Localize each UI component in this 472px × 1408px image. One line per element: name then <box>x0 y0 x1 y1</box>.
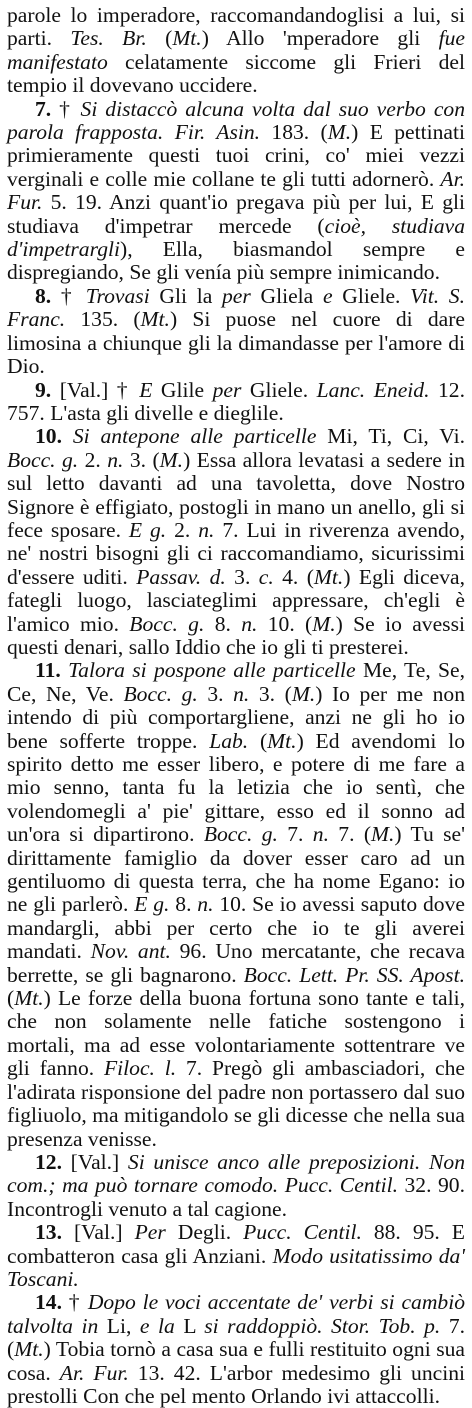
italic-text: Talora si pospone alle particelle <box>68 658 356 683</box>
italic-text: n. <box>198 517 215 542</box>
text-segment: [Val.] <box>62 1149 128 1174</box>
text-segment: ) Si puose nel cuore di dare limosina a chiunque gli la dimandasse per l'amore di Dio. <box>7 307 465 379</box>
text-segment: 2. <box>166 517 199 542</box>
entry-paragraph <box>7 379 465 426</box>
italic-text: Nov. ant. <box>90 939 171 964</box>
text-segment: 10. Se io avessi saputo dove mandargli, abbi per certo che io te gli averei mandati. <box>7 892 465 964</box>
italic-text: n. <box>233 681 250 706</box>
italic-text: E <box>139 377 153 402</box>
italic-text: e <box>322 283 333 308</box>
italic-text: per <box>212 377 242 402</box>
text-segment: ) E pettinati primieramente questi tuoi crini, co' miei vezzi verginali e colle mie collane te gli tutti adornerò. <box>7 120 465 191</box>
text-segment: 7. Pregò gli ambasciadori, che l'adirata risponsione del padre non portassero dal suo figliuolo, ma mitigandolo se gli dicesse che nella sua presenza venisse. <box>7 1056 465 1151</box>
text-segment: 2. <box>78 447 108 472</box>
italic-text: Per <box>134 1220 166 1245</box>
text-segment: 88. 95. E combatteron casa gli Anziani. <box>7 1220 465 1268</box>
text-segment: ) Allo 'mperadore gli <box>201 26 439 51</box>
italic-text: Bocc. g. <box>129 611 205 636</box>
italic-text: M. <box>327 120 352 145</box>
paragraph-number: 7. <box>35 96 52 121</box>
entry-paragraph <box>7 1221 465 1291</box>
text-segment: Gliele. <box>332 283 411 308</box>
italic-text: Dopo le voci accentate de' verbi si cambiò talvolta in <box>7 1290 466 1338</box>
italic-text: M. <box>291 681 316 706</box>
italic-text: Vit. S. Franc. <box>7 283 466 332</box>
text-segment: Me, Te, Se, Ce, Ne, Ve. <box>7 658 466 706</box>
italic-text: n. <box>241 611 258 636</box>
paragraph-number: 12. <box>35 1149 62 1174</box>
italic-text: Trovasi <box>85 283 150 308</box>
text-segment: 10. ( <box>257 611 313 636</box>
italic-text: Mt. <box>140 307 170 332</box>
entry-paragraph <box>7 425 465 659</box>
text-segment: Gliela <box>250 283 323 308</box>
text-segment: 3. ( <box>249 681 292 706</box>
text-segment: 7. <box>277 822 313 847</box>
text-segment: 3. <box>225 564 259 589</box>
text-segment: L <box>174 1313 205 1338</box>
italic-text: Modo usitatissimo da' Toscani. <box>7 1243 465 1291</box>
italic-text: e la <box>139 1313 175 1338</box>
paragraph-number: 13. <box>35 1220 62 1245</box>
paragraph-number: 9. <box>35 377 52 402</box>
entry-paragraph <box>7 285 465 379</box>
text-segment: ( <box>248 728 268 753</box>
italic-text: Bocc. g. <box>203 822 278 847</box>
italic-text: Si antepone alle particelle <box>72 424 317 449</box>
text-segment: 32. 90. Incontrogli venuto a tal cagione. <box>7 1173 465 1221</box>
text-segment: 7. ( <box>7 1313 466 1362</box>
text-segment: [Val.] † <box>51 377 140 402</box>
italic-text: Mt. <box>14 986 44 1011</box>
italic-text: per <box>222 283 251 308</box>
text-segment: † <box>51 96 81 121</box>
text-segment: ), Ella, biasmandol sempre e dispregiando, Se gli venía più sempre inimicando. <box>7 237 465 285</box>
text-segment: ) Tu se' dirittamente famiglio da dover esser caro ad un gentiluomo di questa terra, che ha nome Egano: io ne gli parlerò. <box>7 822 465 917</box>
text-segment: 4. ( <box>273 564 314 589</box>
text-segment: † <box>62 1290 88 1315</box>
entry-paragraph <box>7 98 465 285</box>
text-segment: † <box>51 283 86 308</box>
entry-paragraph <box>7 1291 465 1408</box>
text-segment: ) Egli diceva, fategli luogo, lasciateglimi appressare, ch'egli è l'amico mio. <box>7 564 466 636</box>
text-segment: Degli. <box>165 1220 244 1245</box>
text-segment: Li, <box>98 1313 140 1338</box>
italic-text: Filoc. l. <box>103 1056 177 1081</box>
text-segment: ) Tobia tornò a casa sua e fulli restituito ogni sua cosa. <box>7 1337 465 1385</box>
italic-text: Ar. Fur. <box>59 1360 129 1385</box>
italic-text: Si unisce anco alle preposizioni. Non com.; ma può tornare comodo. Pucc. Centil. <box>7 1149 465 1198</box>
italic-text: Lanc. Eneid. <box>316 377 430 402</box>
text-segment: 7. ( <box>328 822 372 847</box>
italic-text: c. <box>258 564 274 589</box>
text-segment: 96. Uno mercatante, che recava berrette, se gli bagnarono. <box>7 939 465 987</box>
italic-text: E g. <box>128 517 167 542</box>
italic-text: Bocc. g. <box>123 681 198 706</box>
italic-text: Pucc. Centil. <box>243 1220 362 1245</box>
text-segment: celatamente siccome gli Frieri del tempio il dovevano uccidere. <box>7 49 465 98</box>
italic-text: si raddoppiò. Stor. Tob. p. <box>204 1313 441 1338</box>
paragraph-number: 8. <box>35 283 52 308</box>
italic-text: M. <box>371 822 395 847</box>
text-segment: ) Le forze della buona fortuna sono tante e tali, che non solamente nelle fatiche sostengono i mortali, ma ad esse volontariamente sottentrare ve gli fanno. <box>7 986 465 1081</box>
italic-text: Passav. d. <box>136 564 226 589</box>
text-segment <box>62 424 73 448</box>
italic-text: Mt. <box>267 728 297 753</box>
text-segment: [Val.] <box>62 1220 135 1245</box>
italic-text: fue manifestato <box>7 26 465 74</box>
italic-text: n. <box>107 447 124 472</box>
text-segment: Gliele. <box>241 377 317 402</box>
text-segment: 3. <box>197 681 234 706</box>
text-segment: 8. <box>169 892 198 917</box>
italic-text: Mt. <box>313 564 344 589</box>
text-segment: 183. ( <box>260 120 328 145</box>
italic-text: Lab. <box>209 728 249 753</box>
paragraph-number: 10. <box>35 424 62 449</box>
text-segment: ) Essa allora levatasi a sedere in sul letto davanti ad una tavoletta, dove Nostro Signore è effigiato, postogli in mano un anello, gli si fece sposare. <box>7 447 466 542</box>
entry-paragraph <box>7 4 465 98</box>
italic-text: Si distaccò alcuna volta dal suo verbo con parola frapposta. Fir. Asin. <box>7 96 465 145</box>
text-segment: 3. ( <box>123 447 160 472</box>
text-segment: ) Io per me non intendo di più comportargliene, anzi ne gli ho io bene sofferte troppe. <box>7 681 465 753</box>
text-segment: 7. Lui in riverenza avendo, ne' nostri bisogni gli ci raccomandiamo, sicurissimi d'essere uditi. <box>7 517 465 589</box>
italic-text: Mt. <box>172 26 202 51</box>
italic-text: Tes. Br. <box>70 26 147 51</box>
italic-text: n. <box>312 822 329 847</box>
text-segment: ) Se io avessi questi denari, sallo Iddio che io gli ti presterei. <box>7 611 465 659</box>
italic-text: cioè, studiava d'impetrargli <box>7 213 465 262</box>
text-segment: Gli la <box>149 283 222 308</box>
text-segment: 12. 757. L'asta gli divelle e dieglile. <box>7 377 465 425</box>
italic-text: M. <box>159 447 184 472</box>
text-segment: 5. 19. Anzi quant'io pregava più per lui, E gli studiava d'impetrar mercede ( <box>7 190 465 238</box>
italic-text: n. <box>197 892 214 917</box>
text-segment: Mi, Ti, Ci, Vi. <box>316 424 465 449</box>
italic-text: Ar. Fur. <box>7 166 465 215</box>
italic-text: Mt. <box>14 1337 44 1362</box>
italic-text: Bocc. Lett. Pr. SS. Apost. <box>243 962 465 987</box>
text-segment: ( <box>7 986 15 1011</box>
italic-text: E g. <box>134 892 170 917</box>
text-segment: 13. 42. L'arbor medesimo gli uncini prestolli Con che pel mento Orlando ivi attaccolli. <box>7 1360 465 1408</box>
italic-text: Bocc. g. <box>7 447 79 472</box>
text-segment: 8. <box>204 611 242 636</box>
italic-text: M. <box>312 611 336 636</box>
paragraph-number: 11. <box>35 658 61 683</box>
text-segment: parole lo imperadore, raccomandandoglisi a lui, si parti. <box>7 3 465 51</box>
entry-paragraph <box>7 1151 465 1221</box>
text-segment: Glile <box>152 377 213 402</box>
paragraph-number: 14. <box>35 1290 62 1315</box>
text-segment: ) Ed avendomi lo spirito detto me esser libero, e potere di me fare a mio senno, tanta fu la letizia che io sentì, che volendomegli a' pie' gittare, esso ed il sonno ad un'ora si dipartirono. <box>7 728 465 847</box>
text-segment: 135. ( <box>65 307 141 332</box>
text-segment: ( <box>146 26 173 51</box>
entry-paragraph <box>7 659 465 1151</box>
